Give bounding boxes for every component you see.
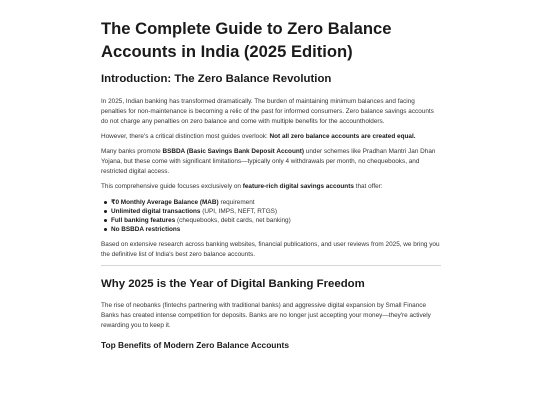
why-heading: Why 2025 is the Year of Digital Banking Freedom [101, 278, 365, 290]
list-item-bold: Unlimited digital transactions [111, 208, 201, 215]
list-item-bold: No BSBDA restrictions [111, 226, 181, 233]
intro-paragraph-3 [101, 147, 441, 177]
intro-paragraph-4 [101, 182, 441, 192]
list-item-rest: (chequebooks, debit cards, net banking) [175, 217, 291, 224]
intro-paragraph-1: In 2025, Indian banking has transformed dramatically. The burden of maintaining minimum balances and facing penalties for non-maintenance is becoming a relic of the past for informed consumers. Zero balance savings accounts do not charge any penalties on zero balance and come with multiple benefits for the accountholders. [101, 98, 434, 125]
bsbda-term: BSBDA (Basic Savings Bank Deposit Account) [162, 148, 305, 155]
list-item-rest: requirement [218, 199, 255, 206]
section-divider [101, 265, 441, 266]
why-paragraph-1: The rise of neobanks (fintechs partnering with traditional banks) and aggressive digital expansion by Small Finance Banks has created intense competition for deposits. Banks are no longer just accepting your money—they're actively rewarding you to keep it. [101, 302, 431, 329]
list-item [111, 216, 441, 225]
intro-paragraph-5: Based on extensive research across banking websites, financial publications, and user reviews from 2025, we bring you the definitive list of India's best zero balance accounts. [101, 241, 440, 258]
feature-list [101, 198, 441, 234]
list-item [111, 198, 441, 207]
page-title: The Complete Guide to Zero Balance Accounts in India (2025 Edition) [101, 19, 392, 61]
list-item [111, 225, 441, 234]
intro-paragraph-3-pre: Many banks promote [101, 148, 163, 155]
intro-paragraph-2 [101, 132, 441, 142]
list-item-bold: Full banking features [111, 217, 176, 224]
intro-paragraph-4-pre: This comprehensive guide focuses exclusively on [101, 183, 243, 190]
benefits-subheading: Top Benefits of Modern Zero Balance Accounts [101, 340, 289, 350]
list-item [111, 207, 441, 216]
list-item-rest: (UPI, IMPS, NEFT, RTGS) [200, 208, 278, 215]
intro-paragraph-2-bold: Not all zero balance accounts are created equal. [269, 133, 416, 140]
intro-paragraph-3-post: under schemes like Pradhan Mantri Jan Dhan Yojana, but these come with significant limitations—typically only 4 withdrawals per month, no chequebooks, and restricted digital access. [101, 148, 436, 175]
intro-paragraph-2-text: However, there's a critical distinction most guides overlook: [101, 133, 270, 140]
intro-paragraph-4-post: that offer: [353, 183, 383, 190]
list-item-bold: ₹0 Monthly Average Balance (MAB) [111, 199, 219, 206]
intro-paragraph-4-bold: feature-rich digital savings accounts [242, 183, 354, 190]
article [101, 17, 441, 351]
intro-heading: Introduction: The Zero Balance Revolution [101, 73, 332, 85]
